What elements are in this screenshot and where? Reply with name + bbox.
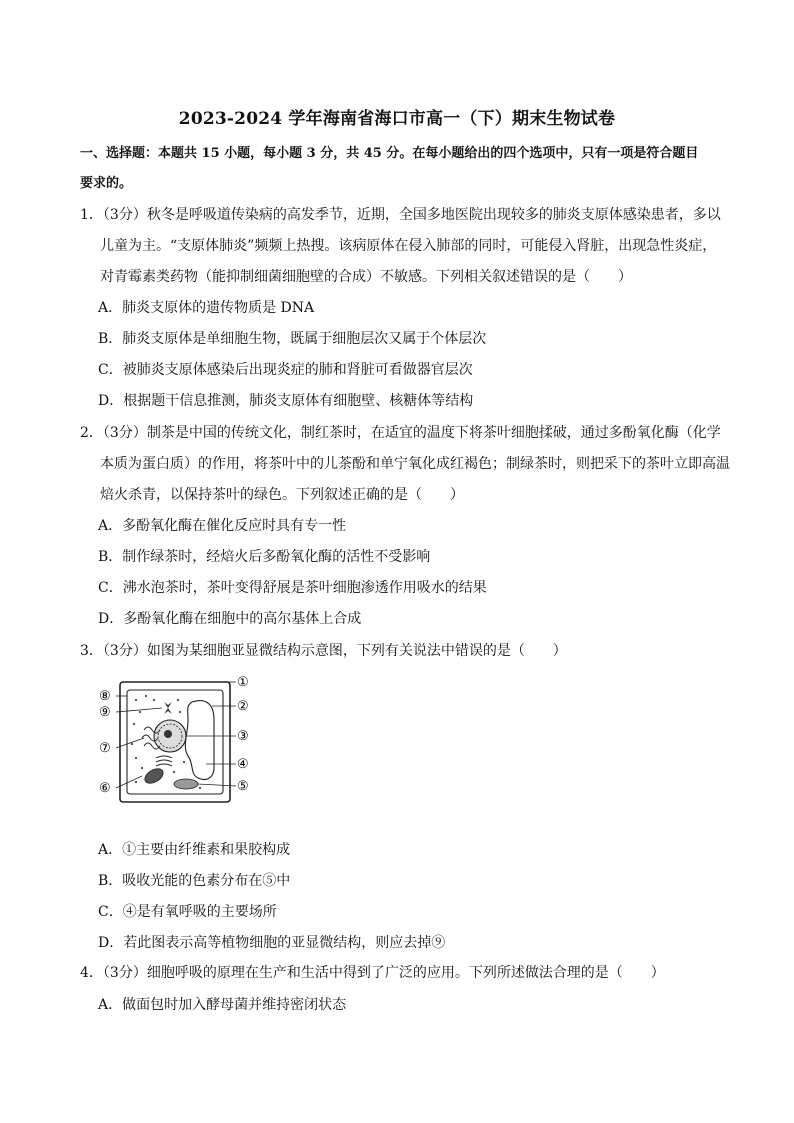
question-3-option-d[interactable]: D．若此图表示高等植物细胞的亚显微结构，则应去掉⑨ bbox=[98, 935, 446, 951]
question-2-line-3: 焙火杀青，以保持茶叶的绿色。下列叙述正确的是（ ） bbox=[100, 487, 464, 503]
diagram-label-3: ③ bbox=[237, 729, 249, 744]
question-1-option-d[interactable]: D．根据题干信息推测，肺炎支原体有细胞壁、核糖体等结构 bbox=[98, 393, 474, 409]
section-header bbox=[80, 139, 730, 199]
question-1-option-b[interactable]: B．肺炎支原体是单细胞生物，既属于细胞层次又属于个体层次 bbox=[98, 331, 487, 347]
mitochondrion bbox=[142, 766, 165, 786]
diagram-label-9: ⑨ bbox=[99, 705, 111, 720]
question-1-option-c[interactable]: C．被肺炎支原体感染后出现炎症的肺和肾脏可看做器官层次 bbox=[98, 362, 473, 378]
question-3-option-c[interactable]: C．④是有氧呼吸的主要场所 bbox=[98, 904, 277, 920]
chloroplast bbox=[174, 779, 198, 789]
question-2-line-1: 2．（3分）制茶是中国的传统文化，制红茶时，在适宜的温度下将茶叶细胞揉破，通过多酚氧化酶（化学 bbox=[80, 425, 721, 441]
centrosome bbox=[164, 702, 172, 714]
diagram-label-7: ⑦ bbox=[99, 741, 111, 756]
question-3-option-a[interactable]: A．①主要由纤维素和果胶构成 bbox=[98, 842, 291, 858]
diagram-label-6: ⑥ bbox=[99, 781, 111, 796]
question-2-option-d[interactable]: D．多酚氧化酶在细胞中的高尔基体上合成 bbox=[98, 611, 362, 627]
question-1-line-1: 1．（3分）秋冬是呼吸道传染病的高发季节，近期，全国多地医院出现较多的肺炎支原体感染患者，多以 bbox=[80, 207, 721, 223]
question-1-option-a[interactable]: A．肺炎支原体的遗传物质是 DNA bbox=[98, 300, 315, 316]
question-1-line-2: 儿童为主。“支原体肺炎”频频上热搜。该病原体在侵入肺部的同时，可能侵入肾脏，出现急性炎症， bbox=[100, 238, 717, 254]
diagram-label-2: ② bbox=[237, 699, 249, 714]
cell-structure-diagram bbox=[96, 672, 266, 812]
exam-title: 2023-2024 学年海南省海口市高一（下）期末生物试卷 bbox=[178, 109, 616, 129]
question-3-option-b[interactable]: B．吸收光能的色素分布在⑤中 bbox=[98, 873, 291, 889]
question-2-option-c[interactable]: C．沸水泡茶时，茶叶变得舒展是茶叶细胞渗透作用吸水的结果 bbox=[98, 580, 487, 596]
question-1-line-3: 对青霉素类药物（能抑制细菌细胞壁的合成）不敏感。下列相关叙述错误的是（ ） bbox=[100, 269, 632, 285]
question-1-stem bbox=[80, 200, 730, 293]
question-3-line-1: 3．（3分）如图为某细胞亚显微结构示意图，下列有关说法中错误的是（ ） bbox=[80, 643, 567, 659]
diagram-label-8: ⑧ bbox=[99, 689, 111, 704]
question-2-option-a[interactable]: A．多酚氧化酶在催化反应时具有专一性 bbox=[98, 518, 347, 534]
question-4-stem bbox=[80, 958, 730, 989]
diagram-label-5: ⑤ bbox=[237, 779, 249, 794]
question-4-line-1: 4．（3分）细胞呼吸的原理在生产和生活中得到了广泛的应用。下列所述做法合理的是（ ） bbox=[80, 965, 665, 981]
question-2-line-2: 本质为蛋白质）的作用，将茶叶中的儿茶酚和单宁氧化成红褐色；制绿茶时，则把采下的茶叶立即高温 bbox=[100, 456, 730, 472]
question-2-stem bbox=[80, 418, 730, 511]
question-2-option-b[interactable]: B．制作绿茶时，经焙火后多酚氧化酶的活性不受影响 bbox=[98, 549, 431, 565]
vacuole bbox=[185, 701, 214, 780]
diagram-label-1: ① bbox=[237, 675, 249, 690]
nucleolus bbox=[164, 730, 172, 738]
golgi-apparatus bbox=[156, 756, 172, 766]
question-4-option-a[interactable]: A．做面包时加入酵母菌并维持密闭状态 bbox=[98, 997, 347, 1013]
diagram-label-4: ④ bbox=[237, 757, 249, 772]
section-instruction-line-1: 一、选择题：本题共 15 小题，每小题 3 分，共 45 分。在每小题给出的四个选项中，只有一项是符合题目 bbox=[80, 146, 699, 161]
cell-diagram-svg bbox=[96, 672, 266, 812]
question-3-stem bbox=[80, 636, 730, 667]
section-instruction-line-2: 要求的。 bbox=[80, 176, 133, 191]
